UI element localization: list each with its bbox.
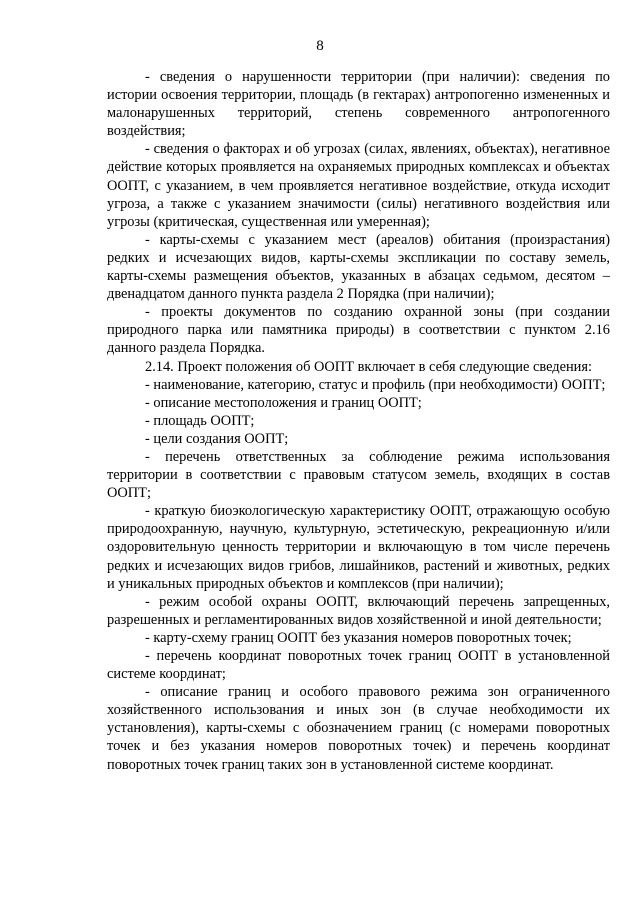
paragraph: - режим особой охраны ООПТ, включающий перечень запрещенных, разрешенных и регламентированных видов хозяйственной и иной деятельности; <box>107 593 610 628</box>
page-number: 8 <box>316 38 324 54</box>
paragraph: - цели создания ООПТ; <box>145 430 289 447</box>
paragraph: - проекты документов по созданию охранной зоны (при создании природного парка или памятника природы) в соответствии с пунктом 2.16 данного раздела Порядка. <box>107 304 610 357</box>
paragraph: - карту-схему границ ООПТ без указания номеров поворотных точек; <box>145 629 572 646</box>
document-body <box>107 68 610 774</box>
paragraph: - описание границ и особого правового режима зон ограниченного хозяйственного использования и иных зон (в случае необходимости их установления), карты-схемы с обозначением границ (с номерами поворотных точек и без указания номеров поворотных точек) и перечень координат поворотных точек границ таких зон в установленной системе координат. <box>107 684 610 773</box>
paragraph: - описание местоположения и границ ООПТ; <box>145 394 422 411</box>
paragraph: - перечень ответственных за соблюдение режима использования территории в соответствии с правовым статусом земель, входящих в состав ООПТ; <box>107 448 610 502</box>
paragraph: - перечень координат поворотных точек границ ООПТ в установленной системе координат; <box>107 648 610 683</box>
paragraph: - наименование, категорию, статус и профиль (при необходимости) ООПТ; <box>145 376 606 393</box>
paragraph: - сведения о нарушенности территории (при наличии): сведения по истории освоения территории, площадь (в гектарах) антропогенно измененных и малонарушенных территорий, степень современного антропогенного воздействия; <box>107 69 610 140</box>
paragraph: - карты-схемы с указанием мест (ареалов) обитания (произрастания) редких и исчезающих видов, карты-схемы экспликации по составу земель, карты-схемы размещения объектов, указанных в абзацах седьмом, десятом – двенадцатом данного пункта раздела 2 Порядка (при наличии); <box>107 231 610 303</box>
section-heading-paragraph: 2.14. Проект положения об ООПТ включает в себя следующие сведения: <box>145 358 592 375</box>
paragraph: - сведения о факторах и об угрозах (силах, явлениях, объектах), негативное действие которых проявляется на охраняемых природных комплексах и объектах ООПТ, с указанием, в чем проявляется негативное воздействие, откуда исходит угроза, а также с указанием значимости (силы) негативного воздействия или угрозы (критическая, существенная или умеренная); <box>107 141 610 230</box>
paragraph: - площадь ООПТ; <box>145 412 255 429</box>
paragraph: - краткую биоэкологическую характеристику ООПТ, отражающую особую природоохранную, научную, культурную, эстетическую, рекреационную и/или оздоровительную ценность территории и включающую в том числе перечень редких и исчезающих видов грибов, лишайников, растений и животных, редких и уникальных природных объектов и комплексов (при наличии); <box>107 503 610 592</box>
